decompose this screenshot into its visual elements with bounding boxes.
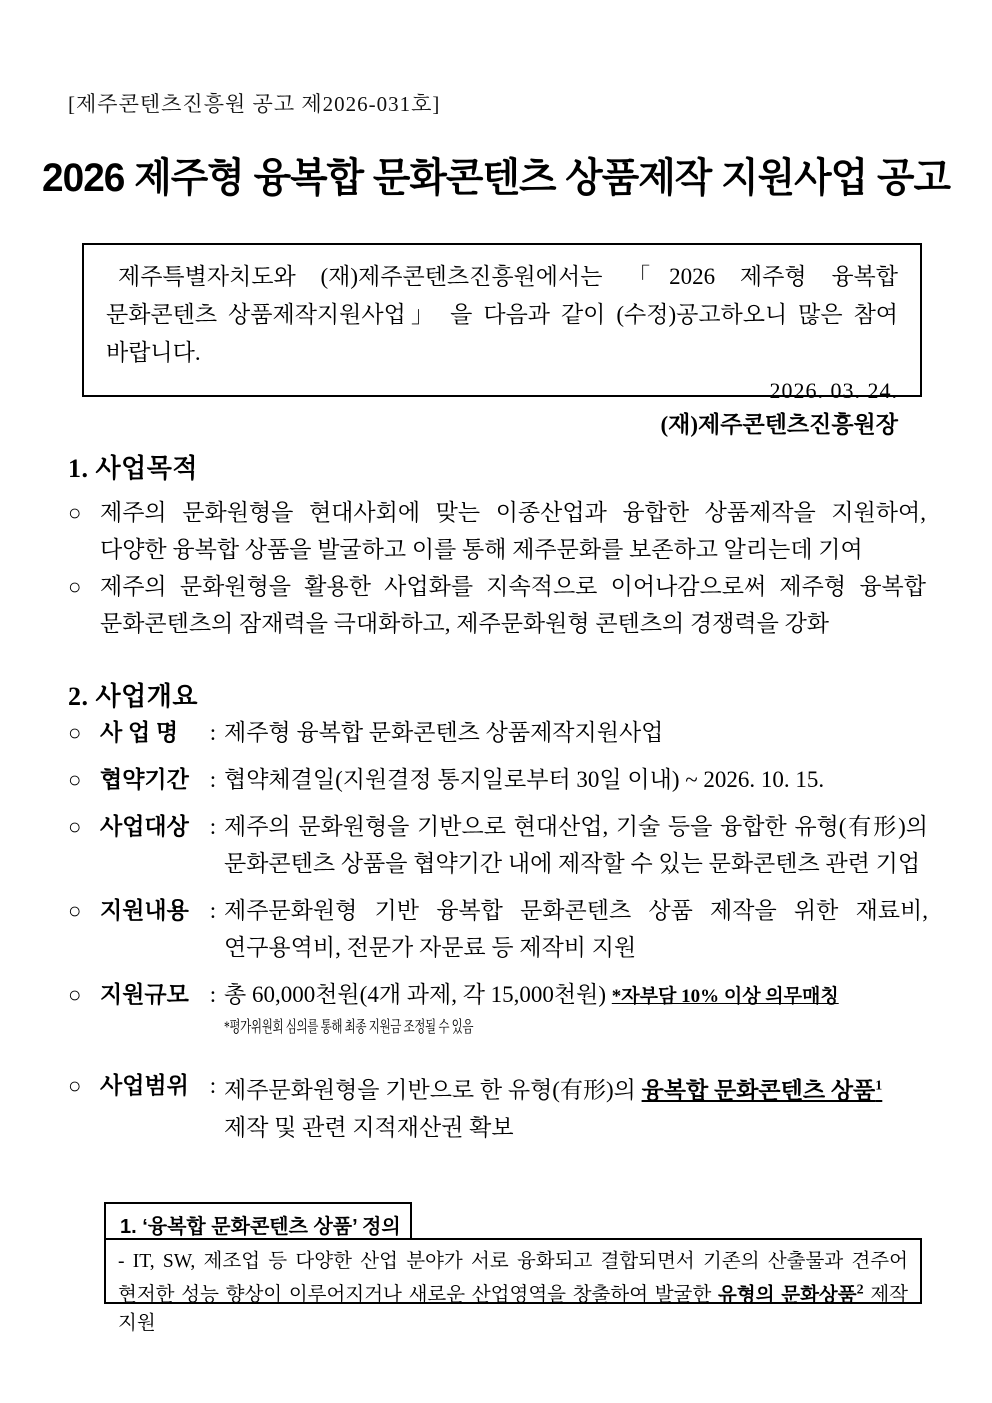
bullet-text: 제주의 문화원형을 활용한 사업화를 지속적으로 이어나감으로써 제주형 융복합 문화콘텐츠의 잠재력을 극대화하고, 제주문화원형 콘텐츠의 경쟁력을 강화 xyxy=(100,574,926,636)
item-value: 제주문화원형 기반 융복합 문화콘텐츠 상품 제작을 위한 재료비, 연구용역비, 전문가 자문료 등 제작비 지원 xyxy=(224,898,928,960)
circle-bullet-marker: ○ xyxy=(68,1073,82,1098)
scope-emphasis-text: 융복합 문화콘텐츠 상품 xyxy=(641,1077,876,1103)
item-target xyxy=(68,808,928,882)
definition-prefix: - IT, SW, 제조업 등 다양한 산업 분야가 서로 융화되고 결합되면서 기존의 산출물과 견주어 현저한 성능 향상이 이루어지거나 새로운 산업영역을 창출하여 발굴한 xyxy=(118,1251,908,1306)
self-funding-note: *자부담 10% 이상 의무매칭 xyxy=(611,986,839,1007)
section1-heading: 1. 사업목적 xyxy=(68,454,198,483)
item-label: 사 업 명 xyxy=(100,720,179,745)
definition-box-header: 1. ‘융복합 문화콘텐츠 상품’ 정의 xyxy=(104,1202,412,1240)
circle-bullet-marker: ○ xyxy=(68,898,82,923)
item-value: 제주의 문화원형을 기반으로 현대산업, 기술 등을 융합한 유형(有形)의 문화콘텐츠 상품을 협약기간 내에 제작할 수 있는 문화콘텐츠 관련 기업 xyxy=(224,814,928,876)
item-support-scale xyxy=(68,976,928,1041)
item-value: 제주형 융복합 문화콘텐츠 상품제작지원사업 xyxy=(224,720,664,745)
item-label: 사업대상 xyxy=(100,814,189,839)
bullet-text: 제주의 문화원형을 현대사회에 맞는 이종산업과 융합한 상품제작을 지원하여, 다양한 융복합 상품을 발굴하고 이를 통해 제주문화를 보존하고 알리는데 기여 xyxy=(100,500,926,562)
item-colon: : xyxy=(209,720,217,745)
page-title: 2026 제주형 융복합 문화콘텐츠 상품제작 지원사업 공고 xyxy=(41,156,951,200)
notice-body-text: 제주특별자치도와 (재)제주콘텐츠진흥원에서는 「2026 제주형 융복합 문화콘텐츠 상품제작지원사업」 을 다음과 같이 (수정)공고하오니 많은 참여 바랍니다. xyxy=(106,264,898,365)
section2-item-list xyxy=(68,714,928,1156)
circle-bullet-marker: ○ xyxy=(68,814,82,839)
support-scale-amount: 총 60,000천원(4개 과제, 각 15,000천원) xyxy=(224,982,607,1007)
footnote-ref-1: 1 xyxy=(875,1078,883,1093)
item-support-content xyxy=(68,892,928,966)
section1-bullet-list xyxy=(68,494,926,642)
bullet-item xyxy=(68,568,926,642)
doc-number: [제주콘텐츠진흥원 공고 제2026-031호] xyxy=(68,92,441,116)
item-label: 협약기간 xyxy=(100,767,189,792)
section2-heading: 2. 사업개요 xyxy=(68,682,198,711)
item-colon: : xyxy=(209,898,217,923)
item-colon: : xyxy=(209,767,217,792)
notice-box xyxy=(82,243,922,437)
circle-bullet-marker: ○ xyxy=(68,720,82,745)
bullet-item xyxy=(68,494,926,568)
scope-prefix: 제주문화원형을 기반으로 한 유형(有形)의 xyxy=(224,1077,636,1103)
item-value xyxy=(224,1067,928,1146)
item-label: 지원규모 xyxy=(100,982,189,1007)
item-label: 사업범위 xyxy=(100,1073,189,1098)
item-agreement-period xyxy=(68,761,928,798)
definition-emphasis-text: 유형의 문화상품 xyxy=(718,1284,857,1306)
scope-line2: 제작 및 관련 지적재산권 확보 xyxy=(224,1114,514,1140)
item-value: 협약체결일(지원결정 통지일로부터 30일 이내) ~ 2026. 10. 15. xyxy=(224,767,825,792)
item-colon: : xyxy=(209,1073,217,1098)
item-colon: : xyxy=(209,814,217,839)
item-value xyxy=(224,976,928,1041)
circle-bullet-marker: ○ xyxy=(68,767,82,792)
circle-bullet-marker: ○ xyxy=(68,500,82,525)
notice-signer: (재)제주콘텐츠진흥원장 xyxy=(660,412,898,437)
footnote-ref-2: 2 xyxy=(856,1282,864,1297)
item-label: 지원내용 xyxy=(100,898,189,923)
item-project-scope xyxy=(68,1067,928,1146)
circle-bullet-marker: ○ xyxy=(68,982,82,1007)
definition-suffix: 제작 지원 xyxy=(118,1284,908,1334)
definition-emphasis xyxy=(718,1282,864,1306)
item-project-name xyxy=(68,714,928,751)
notice-date: 2026. 03. 24. xyxy=(769,378,898,403)
circle-bullet-marker: ○ xyxy=(68,574,82,599)
scope-emphasis xyxy=(642,1078,883,1103)
evaluation-sub-note: *평가위원회 심의를 통해 최종 지원금 조정될 수 있음 xyxy=(224,1019,474,1036)
definition-box-body xyxy=(104,1238,922,1334)
item-colon: : xyxy=(209,982,217,1007)
